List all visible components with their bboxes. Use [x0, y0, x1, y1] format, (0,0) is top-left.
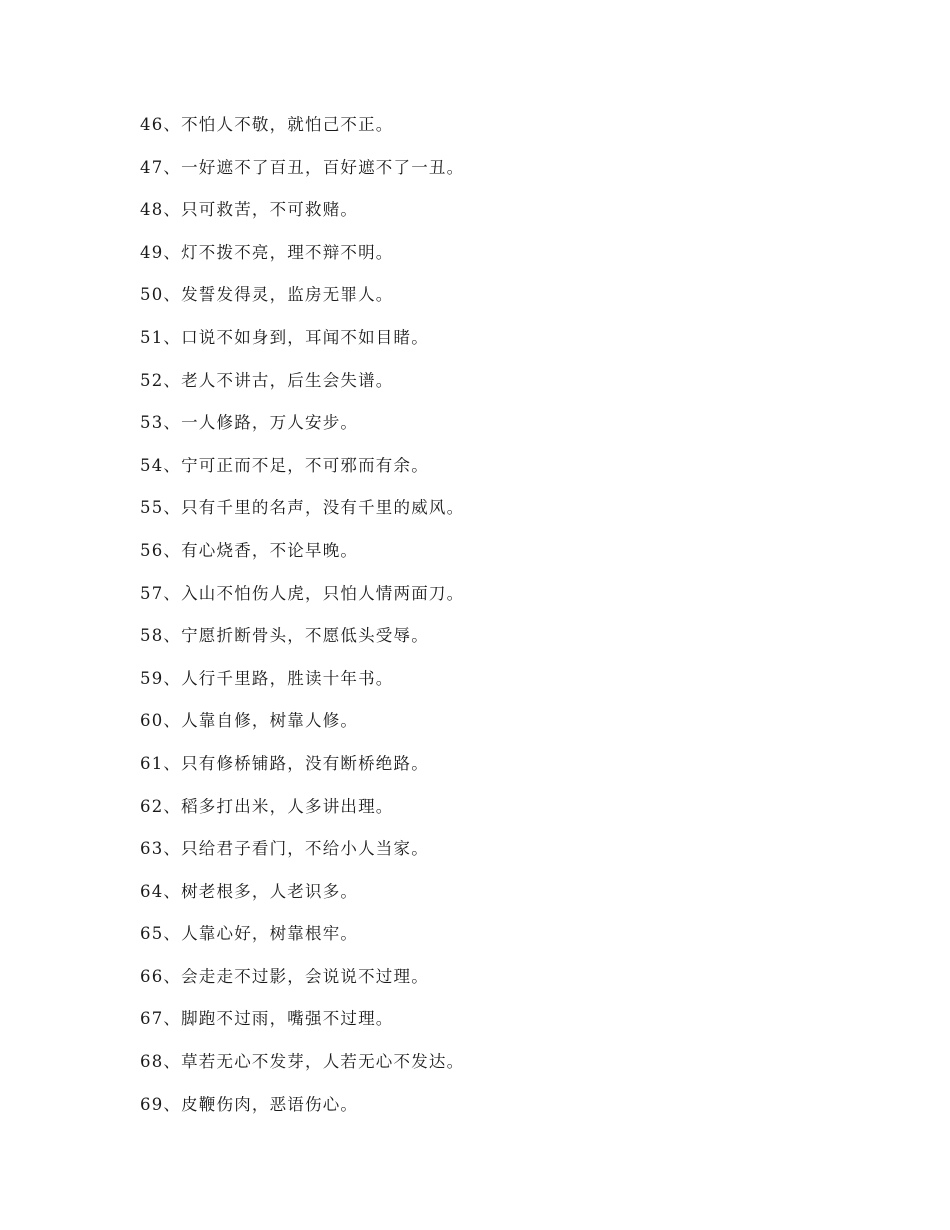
proverb-line: 46、不怕人不敬，就怕己不正。 — [140, 115, 394, 134]
proverb-line: 66、会走走不过影，会说说不过理。 — [140, 966, 429, 986]
proverb-line: 69、皮鞭伤肉，恶语伤心。 — [140, 1094, 359, 1114]
proverb-line: 67、脚跑不过雨，嘴强不过理。 — [140, 1009, 394, 1029]
proverb-line: 53、一人修路，万人安步。 — [140, 413, 359, 433]
proverb-line: 49、灯不拨不亮，理不辩不明。 — [140, 242, 394, 262]
proverb-line: 60、人靠自修，树靠人修。 — [140, 711, 359, 731]
proverb-line: 52、老人不讲古，后生会失谱。 — [140, 370, 394, 390]
proverb-line: 68、草若无心不发芽，人若无心不发达。 — [140, 1052, 465, 1072]
proverb-line: 48、只可救苦，不可救赌。 — [140, 200, 359, 220]
proverb-line: 56、有心烧香，不论早晚。 — [140, 540, 359, 560]
proverb-line: 54、宁可正而不足，不可邪而有余。 — [140, 455, 429, 475]
proverb-line: 62、稻多打出米，人多讲出理。 — [140, 796, 394, 816]
proverb-line: 64、树老根多，人老识多。 — [140, 881, 359, 901]
proverb-line: 57、入山不怕伤人虎，只怕人情两面刀。 — [140, 583, 465, 603]
proverb-line: 61、只有修桥铺路，没有断桥绝路。 — [140, 753, 429, 773]
proverb-line: 50、发誓发得灵，监房无罪人。 — [140, 285, 394, 305]
proverb-line: 51、口说不如身到，耳闻不如目睹。 — [140, 327, 429, 347]
proverb-line: 58、宁愿折断骨头，不愿低头受辱。 — [140, 626, 429, 646]
proverb-line: 47、一好遮不了百丑，百好遮不了一丑。 — [140, 157, 465, 177]
proverb-line: 55、只有千里的名声，没有千里的威风。 — [140, 498, 465, 518]
proverb-line: 63、只给君子看门，不给小人当家。 — [140, 839, 429, 859]
proverb-line: 65、人靠心好，树靠根牢。 — [140, 924, 359, 944]
proverb-list — [140, 112, 464, 1134]
proverb-line: 59、人行千里路，胜读十年书。 — [140, 668, 394, 688]
